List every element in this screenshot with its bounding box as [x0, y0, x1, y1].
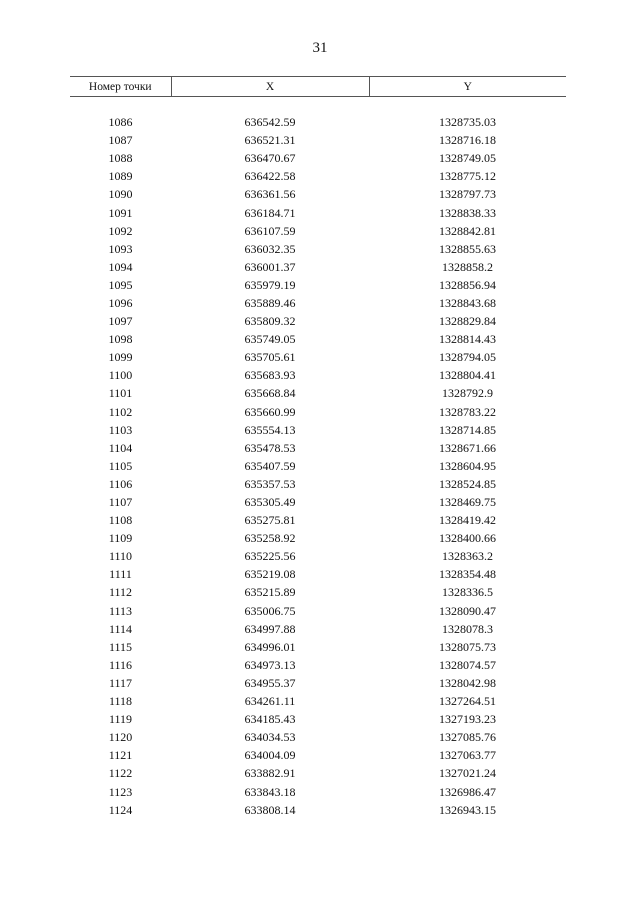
table-row — [70, 149, 566, 167]
cell-y: 1328604.95 — [439, 458, 496, 473]
cell-y: 1328804.41 — [439, 368, 496, 383]
cell-point-number: 1087 — [108, 133, 133, 148]
table-row — [70, 728, 566, 746]
cell-x: 633843.18 — [244, 784, 296, 799]
cell-x: 635478.53 — [244, 440, 296, 455]
table-row — [70, 167, 566, 185]
cell-x: 635979.19 — [244, 277, 296, 292]
table-row — [70, 113, 566, 131]
cell-y: 1328749.05 — [439, 151, 496, 166]
cell-x: 635660.99 — [244, 404, 296, 419]
cell-y: 1328843.68 — [439, 295, 496, 310]
table-spacer — [70, 97, 566, 114]
cell-x: 636032.35 — [244, 241, 296, 256]
cell-x: 634973.13 — [244, 657, 296, 672]
cell-y: 1328078.3 — [442, 621, 493, 636]
cell-y: 1328858.2 — [442, 259, 493, 274]
cell-y: 1327085.76 — [439, 730, 496, 745]
table-row — [70, 348, 566, 366]
table-row — [70, 294, 566, 312]
table-row — [70, 203, 566, 221]
cell-point-number: 1111 — [109, 567, 132, 582]
cell-point-number: 1109 — [108, 531, 133, 546]
cell-point-number: 1100 — [108, 368, 133, 383]
cell-y: 1328075.73 — [439, 639, 496, 654]
header-x: X — [171, 77, 369, 97]
cell-y: 1327264.51 — [439, 694, 496, 709]
cell-point-number: 1116 — [108, 657, 133, 672]
table-row — [70, 185, 566, 203]
cell-y: 1328716.18 — [439, 133, 496, 148]
cell-x: 636470.67 — [244, 151, 296, 166]
table-row — [70, 258, 566, 276]
cell-x: 634261.11 — [244, 694, 296, 709]
cell-y: 1328400.66 — [439, 531, 496, 546]
cell-point-number: 1110 — [108, 549, 133, 564]
table-row — [70, 710, 566, 728]
table-row — [70, 240, 566, 258]
cell-point-number: 1094 — [108, 259, 133, 274]
cell-x: 636542.59 — [244, 115, 296, 130]
cell-x: 633808.14 — [244, 802, 296, 817]
cell-point-number: 1106 — [108, 476, 133, 491]
table-row — [70, 547, 566, 565]
table-row — [70, 746, 566, 764]
cell-y: 1328469.75 — [439, 495, 496, 510]
table-row — [70, 131, 566, 149]
table-row — [70, 529, 566, 547]
cell-point-number: 1122 — [108, 766, 133, 781]
cell-y: 1327021.24 — [439, 766, 496, 781]
cell-point-number: 1107 — [108, 495, 133, 510]
table-row — [70, 638, 566, 656]
cell-point-number: 1099 — [108, 350, 133, 365]
cell-point-number: 1089 — [108, 169, 133, 184]
cell-x: 634997.88 — [244, 621, 296, 636]
cell-y: 1327063.77 — [439, 748, 496, 763]
cell-point-number: 1113 — [108, 603, 133, 618]
cell-y: 1328775.12 — [439, 169, 496, 184]
cell-x: 635554.13 — [244, 422, 296, 437]
cell-y: 1328090.47 — [439, 603, 496, 618]
table-row — [70, 403, 566, 421]
cell-y: 1328838.33 — [439, 205, 496, 220]
cell-point-number: 1096 — [108, 295, 133, 310]
cell-y: 1328524.85 — [439, 476, 496, 491]
cell-x: 635668.84 — [244, 386, 296, 401]
cell-x: 635749.05 — [244, 332, 296, 347]
cell-x: 635258.92 — [244, 531, 296, 546]
cell-point-number: 1090 — [108, 187, 133, 202]
cell-point-number: 1118 — [108, 694, 133, 709]
cell-point-number: 1102 — [108, 404, 133, 419]
table-row — [70, 384, 566, 402]
cell-x: 636521.31 — [244, 133, 296, 148]
table-row — [70, 421, 566, 439]
cell-y: 1328714.85 — [439, 422, 496, 437]
cell-point-number: 1086 — [108, 115, 133, 130]
cell-point-number: 1093 — [108, 241, 133, 256]
cell-point-number: 1105 — [108, 458, 133, 473]
cell-x: 634185.43 — [244, 712, 296, 727]
table-row — [70, 511, 566, 529]
cell-x: 635889.46 — [244, 295, 296, 310]
cell-x: 635215.89 — [244, 585, 296, 600]
cell-point-number: 1114 — [108, 621, 133, 636]
cell-y: 1328042.98 — [439, 675, 496, 690]
cell-x: 635006.75 — [244, 603, 296, 618]
cell-point-number: 1121 — [108, 748, 133, 763]
cell-y: 1328419.42 — [439, 513, 496, 528]
cell-point-number: 1120 — [108, 730, 133, 745]
table-row — [70, 674, 566, 692]
cell-y: 1328794.05 — [439, 350, 496, 365]
cell-y: 1328855.63 — [439, 241, 496, 256]
cell-x: 635275.81 — [244, 513, 296, 528]
cell-point-number: 1108 — [108, 513, 133, 528]
cell-y: 1328797.73 — [439, 187, 496, 202]
table-row — [70, 782, 566, 800]
table-row — [70, 656, 566, 674]
cell-x: 635305.49 — [244, 495, 296, 510]
table-header — [70, 77, 566, 97]
cell-point-number: 1119 — [108, 712, 133, 727]
cell-y: 1328856.94 — [439, 277, 496, 292]
cell-y: 1328336.5 — [442, 585, 493, 600]
page-number: 31 — [312, 40, 328, 56]
cell-point-number: 1091 — [108, 205, 133, 220]
cell-x: 635809.32 — [244, 314, 296, 329]
table-row — [70, 457, 566, 475]
cell-y: 1328074.57 — [439, 657, 496, 672]
cell-point-number: 1104 — [108, 440, 133, 455]
table-row — [70, 475, 566, 493]
cell-point-number: 1098 — [108, 332, 133, 347]
cell-point-number: 1124 — [108, 802, 133, 817]
cell-x: 635219.08 — [244, 567, 296, 582]
cell-point-number: 1095 — [108, 277, 133, 292]
cell-y: 1328354.48 — [439, 567, 496, 582]
cell-y: 1326986.47 — [439, 784, 496, 799]
cell-point-number: 1097 — [108, 314, 133, 329]
cell-x: 633882.91 — [244, 766, 296, 781]
cell-x: 634034.53 — [244, 730, 296, 745]
cell-point-number: 1112 — [108, 585, 133, 600]
table-row — [70, 222, 566, 240]
cell-y: 1328363.2 — [442, 549, 493, 564]
cell-x: 634004.09 — [244, 748, 296, 763]
table-row — [70, 620, 566, 638]
cell-x: 636184.71 — [244, 205, 296, 220]
cell-x: 635683.93 — [244, 368, 296, 383]
cell-point-number: 1103 — [108, 422, 133, 437]
cell-x: 635705.61 — [244, 350, 296, 365]
table-row — [70, 692, 566, 710]
table-row — [70, 330, 566, 348]
cell-y: 1328814.43 — [439, 332, 496, 347]
table-row — [70, 764, 566, 782]
header-y: Y — [369, 77, 566, 97]
table-row — [70, 602, 566, 620]
table-row — [70, 565, 566, 583]
cell-y: 1328829.84 — [439, 314, 496, 329]
cell-point-number: 1088 — [108, 151, 133, 166]
table-row — [70, 366, 566, 384]
cell-x: 635407.59 — [244, 458, 296, 473]
cell-y: 1326943.15 — [439, 802, 496, 817]
table-row — [70, 801, 566, 819]
cell-x: 635357.53 — [244, 476, 296, 491]
cell-x: 634996.01 — [244, 639, 296, 654]
table-row — [70, 583, 566, 601]
cell-point-number: 1092 — [108, 223, 133, 238]
cell-y: 1328783.22 — [439, 404, 496, 419]
cell-point-number: 1123 — [108, 784, 133, 799]
cell-x: 635225.56 — [244, 549, 296, 564]
coordinates-table — [70, 76, 566, 819]
cell-x: 636001.37 — [244, 259, 296, 274]
cell-point-number: 1115 — [108, 639, 133, 654]
cell-x: 634955.37 — [244, 675, 296, 690]
table-row — [70, 276, 566, 294]
table-row — [70, 312, 566, 330]
cell-x: 636107.59 — [244, 223, 296, 238]
cell-point-number: 1101 — [108, 386, 133, 401]
cell-x: 636361.56 — [244, 187, 296, 202]
cell-y: 1328735.03 — [439, 115, 496, 130]
table-row — [70, 439, 566, 457]
cell-x: 636422.58 — [244, 169, 296, 184]
header-point-number: Номер точки — [70, 77, 171, 97]
cell-y: 1328671.66 — [439, 440, 496, 455]
cell-y: 1327193.23 — [439, 712, 496, 727]
cell-y: 1328842.81 — [439, 223, 496, 238]
table-row — [70, 493, 566, 511]
cell-point-number: 1117 — [108, 675, 133, 690]
table-body — [70, 97, 566, 819]
cell-y: 1328792.9 — [442, 386, 493, 401]
